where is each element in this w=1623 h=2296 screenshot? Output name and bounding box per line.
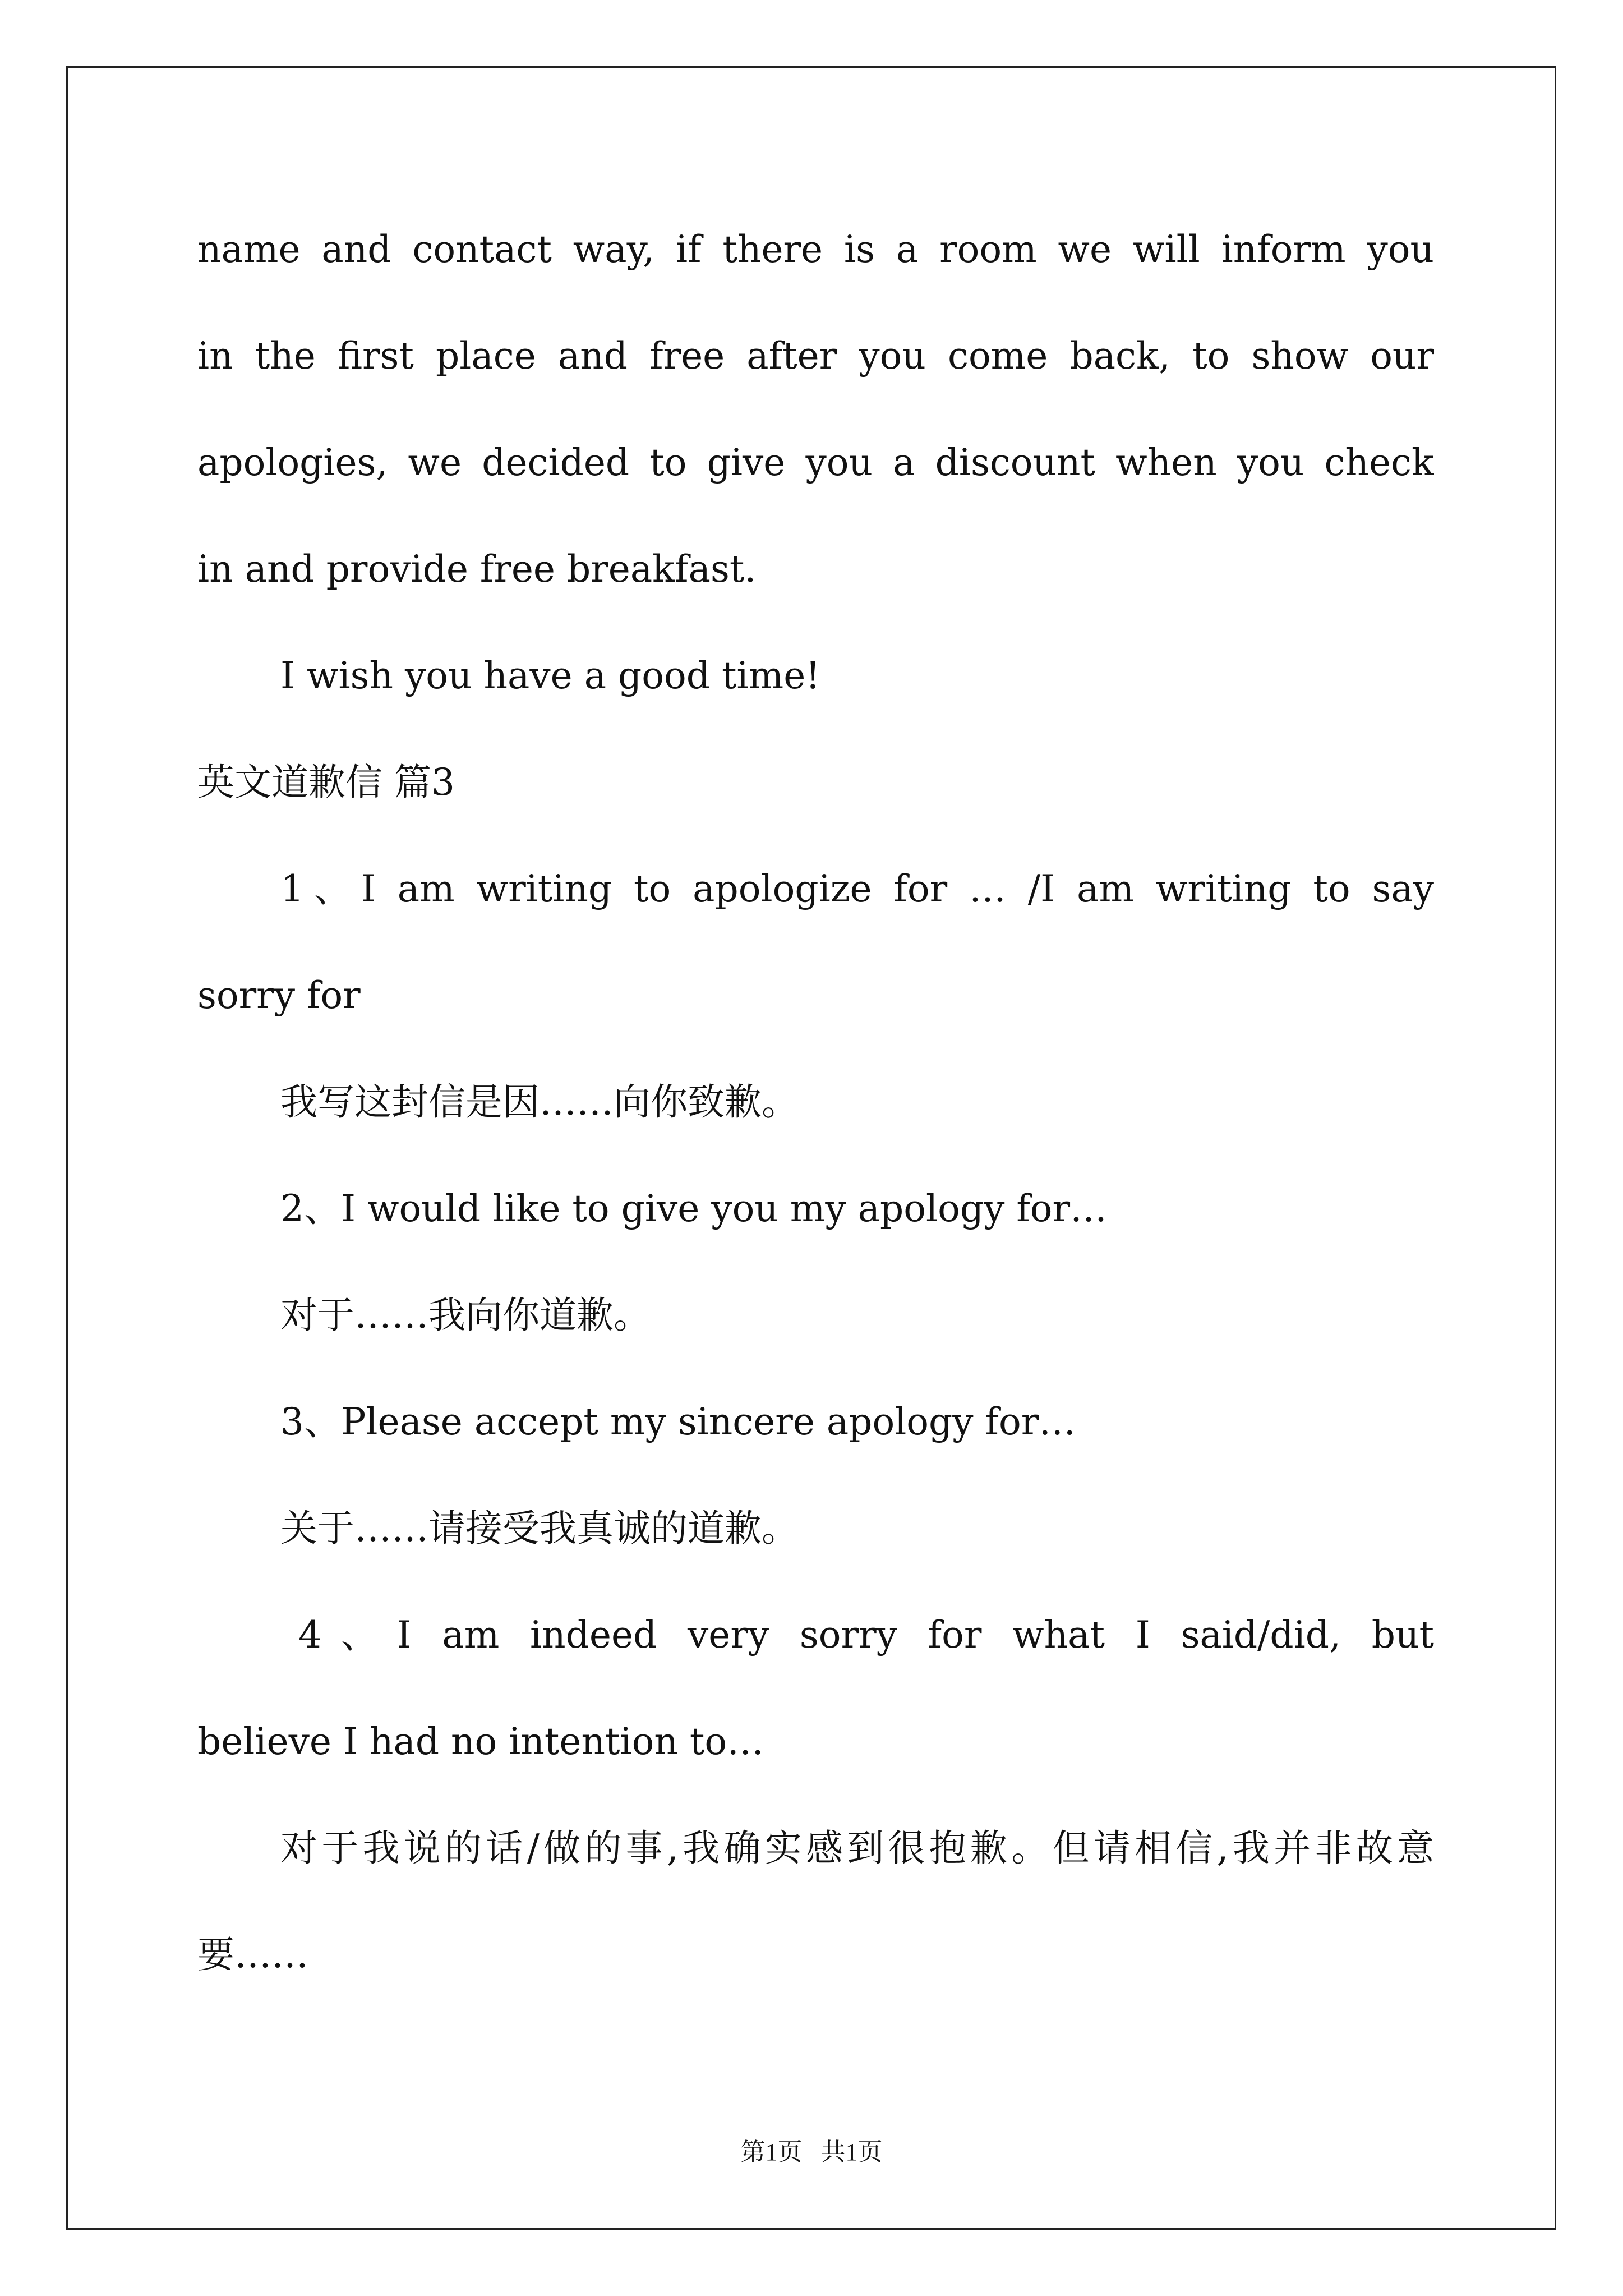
paragraph-line: apologies, we decided to give you a discount when you check <box>197 441 1434 484</box>
page-number-footer: 第1页 共1页 <box>740 2138 883 2166</box>
paragraph-line: in the first place and free after you come back, to show our <box>197 334 1434 378</box>
paragraph-line: in and provide free breakfast. <box>197 547 757 591</box>
paragraph-line: name and contact way, if there is a room we will inform you <box>197 228 1434 271</box>
list-item: 3、Please accept my sincere apology for… <box>280 1400 1076 1443</box>
translation-line: 关于……请接受我真诚的道歉。 <box>280 1507 799 1550</box>
translation-line: 对于我说的话/做的事,我确实感到很抱歉。但请相信,我并非故意 <box>280 1826 1434 1870</box>
translation-line: 对于……我向你道歉。 <box>280 1294 651 1337</box>
section-heading: 英文道歉信 篇3 <box>197 761 455 804</box>
list-item: 4、I am indeed very sorry for what I said/did, but <box>298 1613 1434 1657</box>
list-item: 2、I would like to give you my apology for… <box>280 1187 1108 1230</box>
paragraph-line: I wish you have a good time! <box>280 654 820 697</box>
list-item-continuation: sorry for <box>197 974 361 1017</box>
list-item-continuation: believe I had no intention to… <box>197 1720 764 1763</box>
translation-line: 我写这封信是因……向你致歉。 <box>280 1080 799 1124</box>
list-item: 1、I am writing to apologize for … /I am writing to say <box>280 867 1434 910</box>
translation-continuation: 要…… <box>197 1933 308 1976</box>
document-body <box>197 208 1434 2019</box>
